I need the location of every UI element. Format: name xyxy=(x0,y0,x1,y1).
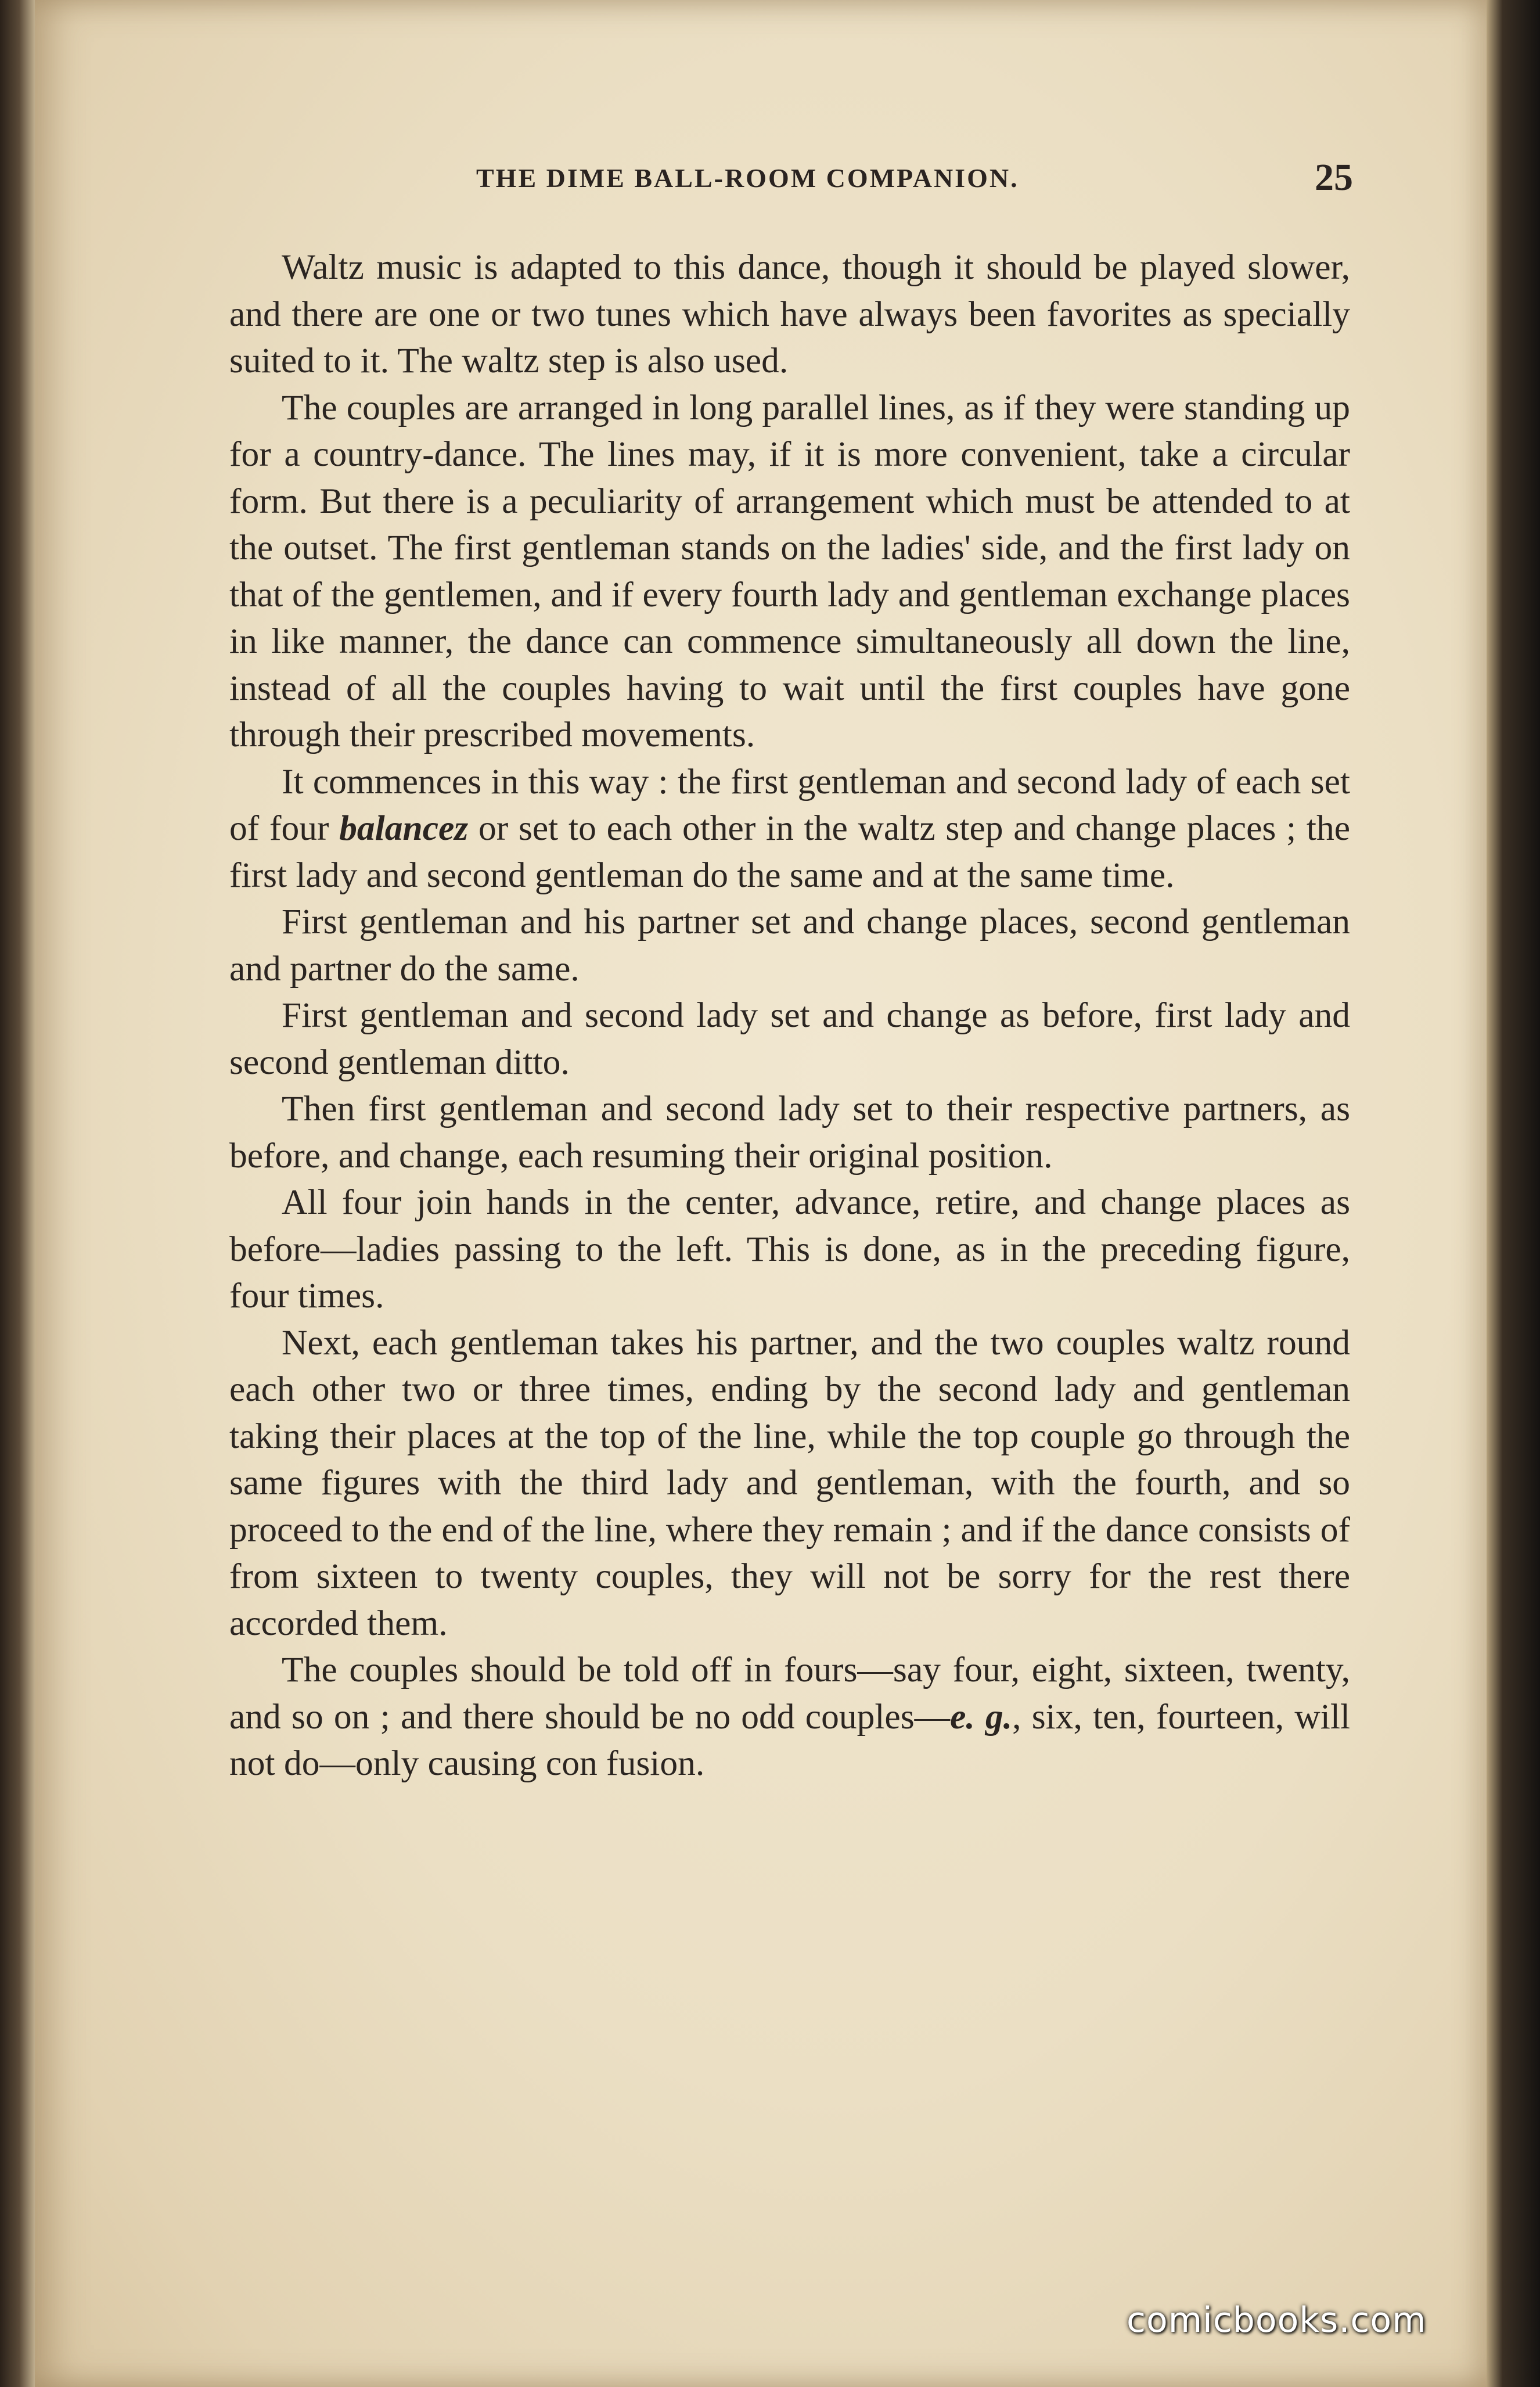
text-run: , six, ten, fourteen, will not do—only causing con fusion. xyxy=(229,1696,1350,1783)
text-run: It commences in this way : the first gentleman and second lady of each set of four xyxy=(229,761,1350,848)
paragraph xyxy=(229,1647,1350,1787)
page-number: 25 xyxy=(1315,156,1353,199)
text-run: or set to each other in the waltz step and change places ; the first lady and second gentleman do the same and at the same time. xyxy=(229,808,1350,895)
paragraph: All four join hands in the center, advance, retire, and change places as before—ladies passing to the left. This is done, as in the preceding figure, four times. xyxy=(229,1182,1350,1315)
italic-term: balancez xyxy=(339,808,469,848)
paragraph: Then first gentleman and second lady set to their respective partners, as before, and change, each resuming their original position. xyxy=(229,1089,1350,1175)
paragraph: The couples are arranged in long parallel lines, as if they were standing up for a country-dance. The lines may, if it is more convenient, take a circular form. But there is a peculiarity of arrangement which must be attended to at the outset. The first gentleman stands on the ladies' side, and the first lady on that of the gentlemen, and if every fourth lady and gentleman exchange places in like manner, the dance can commence simultaneously all down the line, instead of all the couples having to wait until the first couples have gone through their prescribed movements. xyxy=(229,387,1350,754)
paragraph xyxy=(229,758,1350,899)
text-run: The couples should be told off in fours—say four, eight, sixteen, twenty, and so on ; and there should be no odd couples— xyxy=(229,1650,1350,1737)
page-header xyxy=(418,156,1353,208)
paragraph: First gentleman and his partner set and change places, second gentleman and partner do the same. xyxy=(229,902,1350,988)
running-title: THE DIME BALL-ROOM COMPANION. xyxy=(476,163,1019,193)
paragraph: Waltz music is adapted to this dance, though it should be played slower, and there are one or two tunes which have always been favorites as specially suited to it. The waltz step is also used. xyxy=(229,247,1350,380)
book-gutter xyxy=(0,0,35,2387)
paragraph: First gentleman and second lady set and change as before, first lady and second gentleman ditto. xyxy=(229,995,1350,1082)
page-edge xyxy=(1487,0,1540,2387)
watermark: comicbooks.com xyxy=(1127,2300,1427,2341)
italic-term: e. g. xyxy=(950,1696,1013,1737)
paragraph: Next, each gentleman takes his partner, and the two couples waltz round each other two or three times, ending by the second lady and gentleman taking their places at the top of the line, while the top couple go through the same figures with the third lady and gentleman, with the fourth, and so proceed to the end of the line, where they remain ; and if the dance consists of from sixteen to twenty couples, they will not be sorry for the rest there accorded them. xyxy=(229,1322,1350,1643)
body-text xyxy=(229,244,1350,2160)
